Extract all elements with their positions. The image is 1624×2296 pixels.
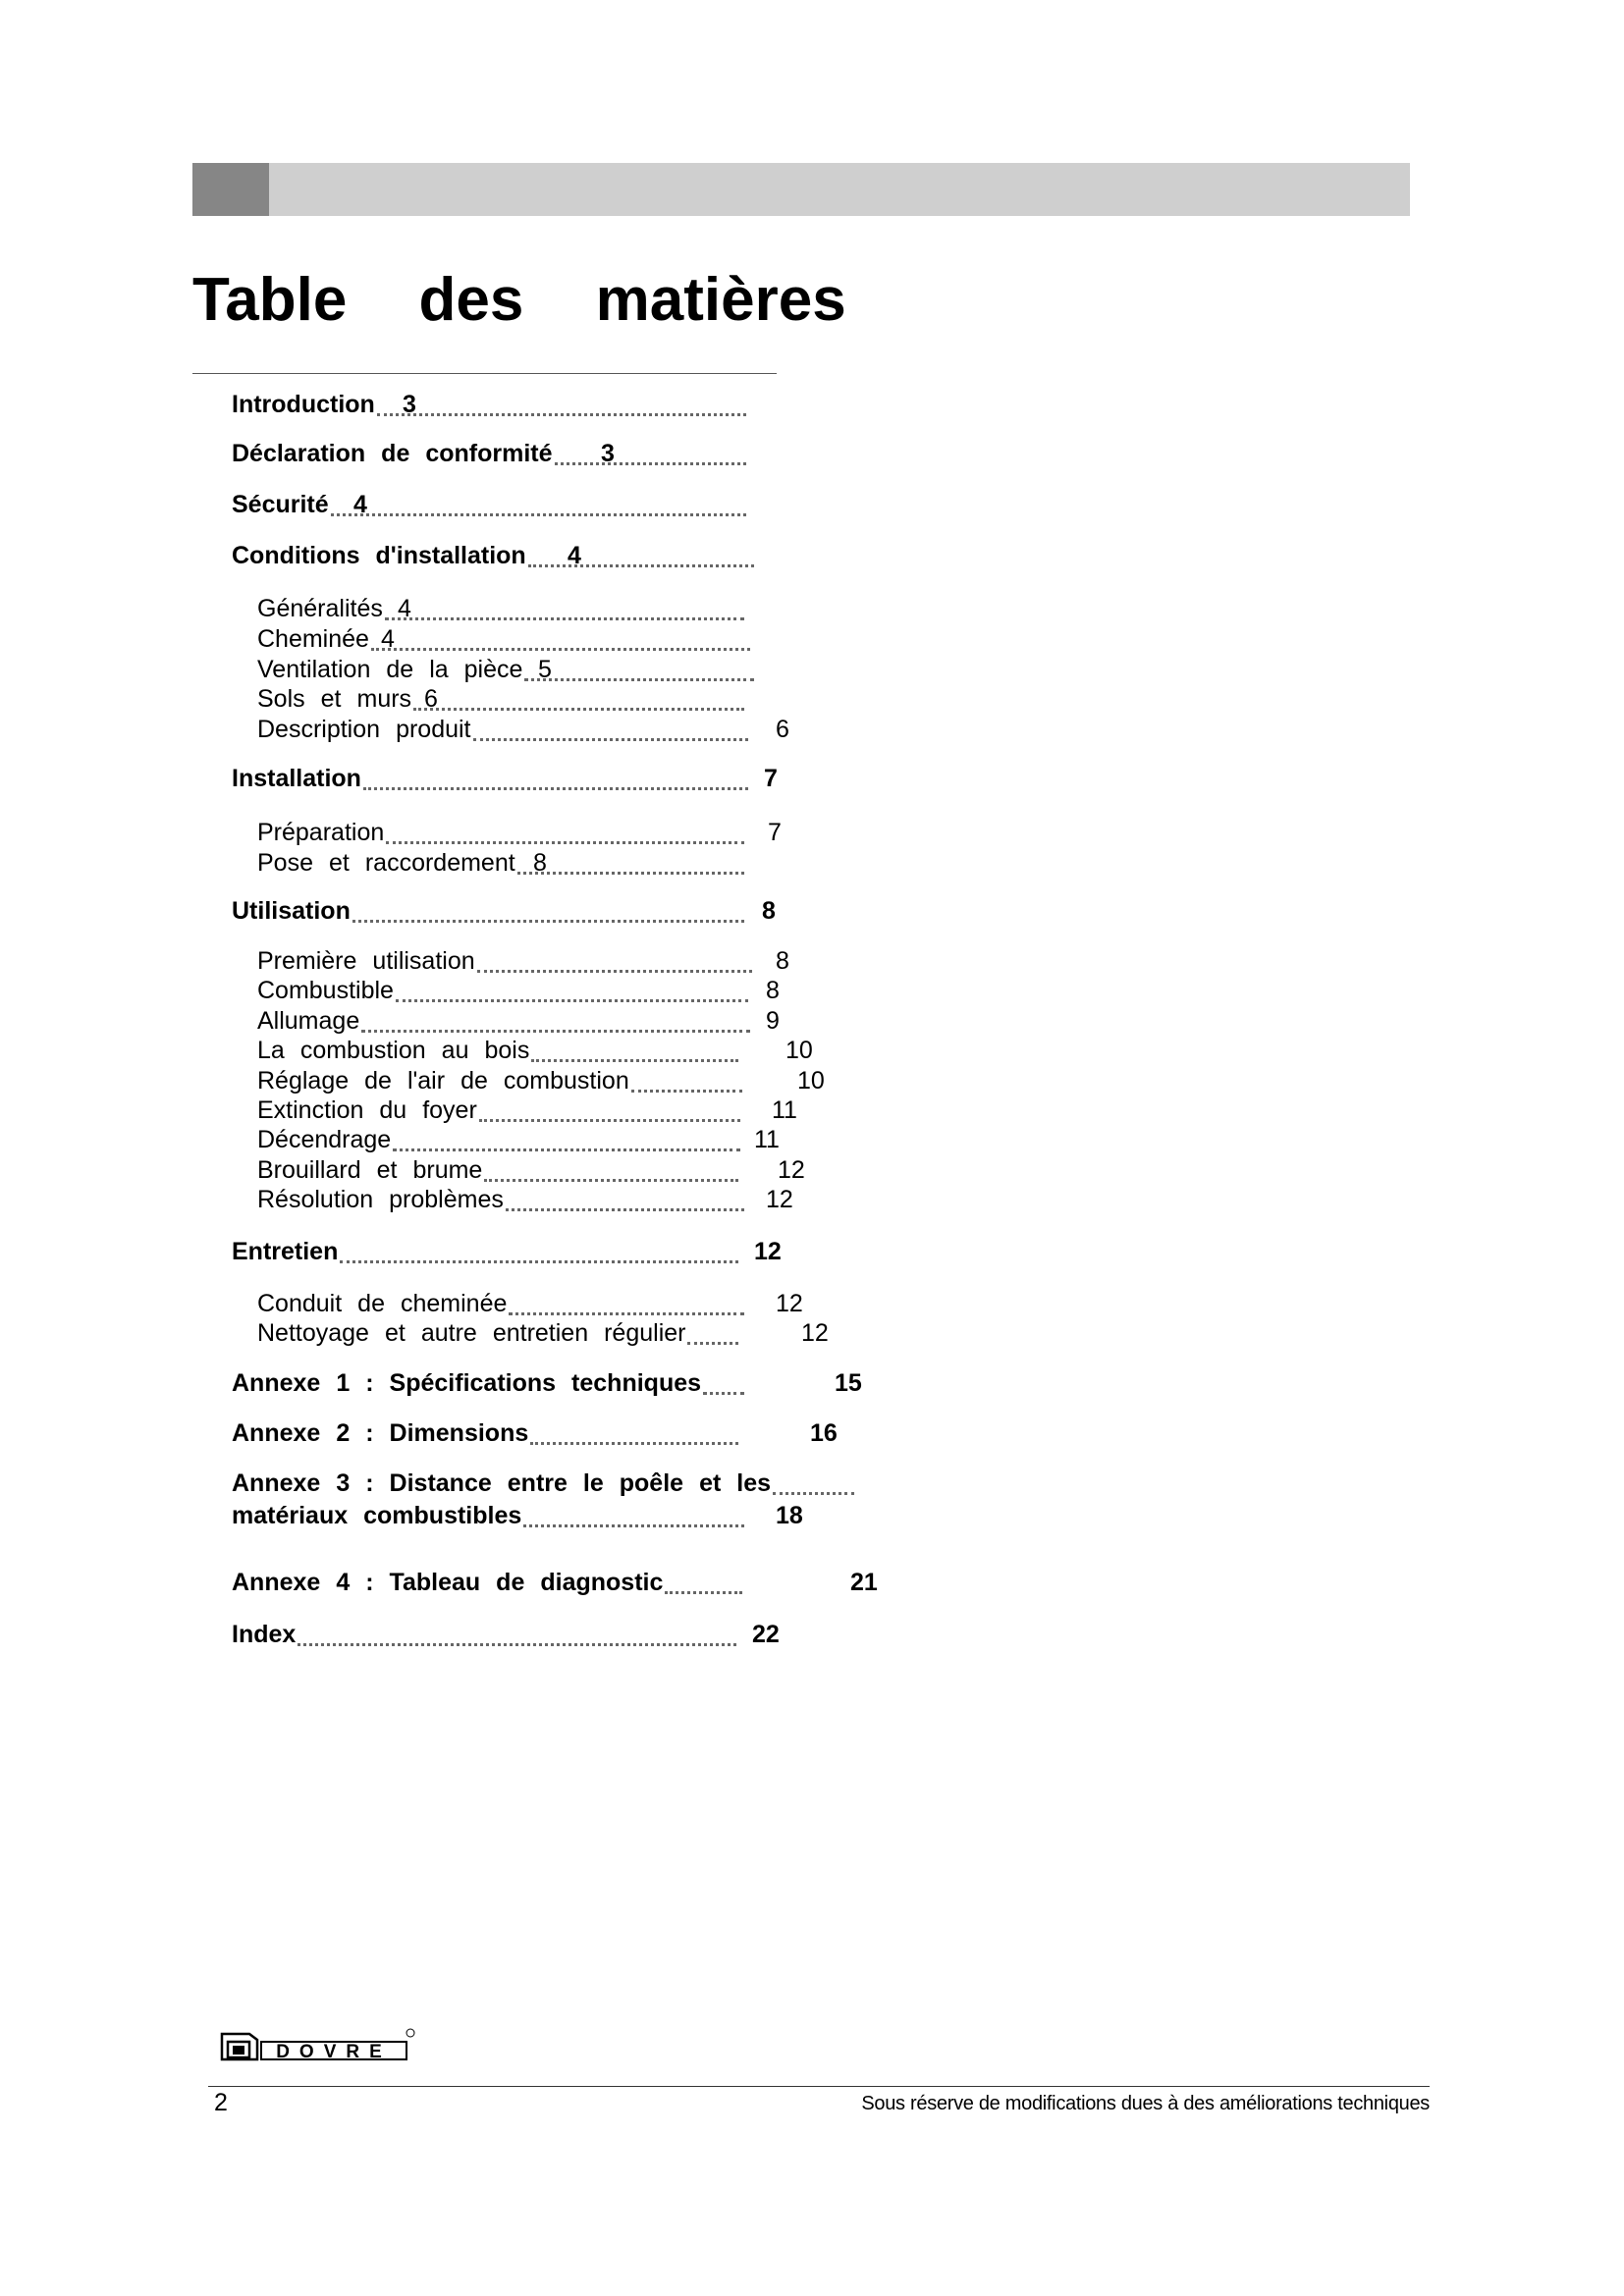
toc-entry-leader — [361, 1030, 750, 1033]
toc-entry-leader — [413, 708, 744, 711]
toc-entry-page: 12 — [754, 1238, 782, 1265]
toc-entry-leader — [371, 648, 750, 651]
toc-entry-page: 4 — [398, 595, 411, 622]
toc-entry-leader — [703, 1392, 744, 1395]
toc-entry-label: Résolution problèmes — [257, 1186, 504, 1213]
toc-entry-label: Pose et raccordement — [257, 849, 515, 877]
toc-entry — [232, 1238, 919, 1269]
toc-entry-label: Extinction du foyer — [257, 1096, 477, 1124]
dovre-logo — [220, 2028, 416, 2061]
toc-entry-page: 12 — [778, 1156, 805, 1184]
toc-entry-leader — [665, 1591, 742, 1594]
footer-page-number: 2 — [214, 2089, 228, 2116]
toc-entry-page: 6 — [424, 685, 438, 713]
toc-entry — [257, 1319, 945, 1351]
toc-entry-label: Déclaration de conformité — [232, 440, 553, 467]
toc-entry-leader — [477, 970, 752, 973]
toc-entry — [257, 1007, 945, 1039]
toc-entry-label: Combustible — [257, 977, 394, 1004]
toc-entry-label: Décendrage — [257, 1126, 392, 1153]
toc-entry-label: Allumage — [257, 1007, 360, 1035]
logo-text: DOVRE — [276, 2042, 392, 2061]
toc-entry — [232, 1369, 919, 1401]
toc-entry-label: Entretien — [232, 1238, 339, 1265]
toc-entry-leader — [331, 513, 746, 516]
toc-entry-label: Brouillard et brume — [257, 1156, 483, 1184]
toc-entry-page: 4 — [381, 625, 395, 653]
toc-entry — [232, 440, 919, 471]
toc-entry-page: 10 — [785, 1037, 813, 1064]
toc-entry — [257, 595, 945, 626]
toc-entry-page: 8 — [762, 897, 776, 925]
toc-entry-leader — [385, 617, 744, 620]
toc-entry-label: Sols et murs — [257, 685, 412, 713]
header-band — [192, 163, 1410, 216]
toc-entry — [232, 491, 919, 522]
toc-entry-leader — [555, 462, 746, 465]
toc-entry-leader — [340, 1260, 738, 1263]
toc-entry-label: Installation — [232, 765, 361, 792]
toc-entry — [257, 977, 945, 1008]
toc-entry-page: 8 — [533, 849, 547, 877]
toc-entry-page: 12 — [766, 1186, 793, 1213]
toc-entry — [257, 1126, 945, 1157]
toc-entry-label: Conditions d'installation — [232, 542, 526, 569]
toc-entry-page: 11 — [754, 1126, 780, 1153]
toc-entry-page: 7 — [764, 765, 778, 792]
toc-entry-leader — [531, 1059, 738, 1062]
header-band-block — [192, 163, 269, 216]
toc-entry-label: Annexe 3 : Distance entre le poêle et les — [232, 1469, 772, 1497]
toc-entry-leader — [484, 1179, 738, 1182]
toc-entry — [232, 542, 919, 573]
toc-entry-label: Sécurité — [232, 491, 329, 518]
toc-entry-page: 9 — [766, 1007, 780, 1035]
toc-entry — [257, 819, 945, 850]
toc-entry — [257, 1096, 945, 1128]
toc-entry-label: Ventilation de la pièce — [257, 656, 523, 683]
toc-entry-page: 11 — [772, 1096, 797, 1124]
toc-entry-leader — [363, 787, 748, 790]
toc-entry — [257, 849, 945, 881]
toc-entry-leader — [509, 1312, 744, 1315]
toc-entry — [232, 1502, 919, 1533]
toc-entry-leader — [773, 1492, 854, 1495]
toc-entry-page: 6 — [776, 716, 789, 743]
toc-entry-leader — [396, 999, 748, 1002]
toc-entry-page: 7 — [768, 819, 782, 846]
toc-entry-leader — [298, 1643, 736, 1646]
toc-entry-leader — [528, 564, 754, 567]
toc-entry-leader — [517, 872, 744, 875]
title-divider — [192, 373, 777, 374]
toc-entry — [257, 947, 945, 979]
toc-entry-label: Introduction — [232, 391, 375, 418]
toc-entry — [257, 1186, 945, 1217]
toc-entry-label: La combustion au bois — [257, 1037, 530, 1064]
toc-entry-page: 22 — [752, 1621, 780, 1648]
toc-entry-label: Conduit de cheminée — [257, 1290, 508, 1317]
toc-entry-leader — [506, 1208, 744, 1211]
toc-entry-label: Description produit — [257, 716, 471, 743]
toc-entry-page: 18 — [776, 1502, 803, 1529]
toc-entry — [257, 656, 945, 687]
toc-entry-label: Utilisation — [232, 897, 351, 925]
toc-entry-label: Préparation — [257, 819, 385, 846]
toc-entry — [232, 765, 919, 796]
toc-entry — [232, 1621, 919, 1652]
toc-entry-leader — [523, 1524, 744, 1527]
toc-entry-page: 5 — [538, 656, 552, 683]
toc-entry-label: matériaux combustibles — [232, 1502, 522, 1529]
toc-entry-page: 4 — [353, 491, 367, 518]
toc-entry-label: Première utilisation — [257, 947, 475, 975]
toc-entry — [232, 1569, 919, 1600]
toc-entry-page: 15 — [835, 1369, 862, 1397]
toc-entry — [232, 1469, 919, 1501]
toc-entry-leader — [386, 841, 744, 844]
toc-entry — [257, 685, 945, 717]
toc-entry — [257, 1290, 945, 1321]
toc-entry-page: 3 — [403, 391, 416, 418]
toc-entry-leader — [479, 1119, 740, 1122]
toc-entry-leader — [524, 678, 754, 681]
toc-entry-leader — [352, 920, 744, 923]
toc-entry-page: 16 — [810, 1419, 838, 1447]
toc-entry-label: Annexe 4 : Tableau de diagnostic — [232, 1569, 664, 1596]
toc-entry-page: 8 — [766, 977, 780, 1004]
toc-entry-leader — [530, 1442, 738, 1445]
toc-entry-label: Nettoyage et autre entretien régulier — [257, 1319, 686, 1347]
toc-entry — [257, 1037, 945, 1068]
toc-entry-label: Index — [232, 1621, 297, 1648]
toc-entry-leader — [687, 1342, 738, 1345]
toc-entry-label: Réglage de l'air de combustion — [257, 1067, 629, 1095]
toc-entry-leader — [393, 1148, 740, 1151]
toc-entry — [232, 391, 919, 422]
toc-entry-page: 4 — [568, 542, 581, 569]
toc-entry-page: 12 — [801, 1319, 829, 1347]
footer-note: Sous réserve de modifications dues à des améliorations techniques — [861, 2093, 1430, 2114]
toc-entry-page: 10 — [797, 1067, 825, 1095]
toc-entry-page: 8 — [776, 947, 789, 975]
toc-entry — [257, 1067, 945, 1098]
footer-divider — [208, 2086, 1430, 2087]
toc-entry-page: 21 — [850, 1569, 878, 1596]
toc-entry — [232, 1419, 919, 1451]
toc-entry-label: Annexe 2 : Dimensions — [232, 1419, 529, 1447]
toc-entry — [257, 716, 945, 747]
toc-entry — [257, 1156, 945, 1188]
page-title: Table des matières — [192, 266, 846, 334]
toc-entry-leader — [377, 413, 746, 416]
toc-entry-label: Généralités — [257, 595, 383, 622]
toc-entry-page: 3 — [601, 440, 615, 467]
toc-entry-label: Cheminée — [257, 625, 369, 653]
toc-entry — [257, 625, 945, 657]
toc-entry-label: Annexe 1 : Spécifications techniques — [232, 1369, 702, 1397]
toc-entry — [232, 897, 919, 929]
toc-entry-leader — [631, 1090, 742, 1093]
toc-entry-page: 12 — [776, 1290, 803, 1317]
toc-entry-leader — [473, 738, 748, 741]
